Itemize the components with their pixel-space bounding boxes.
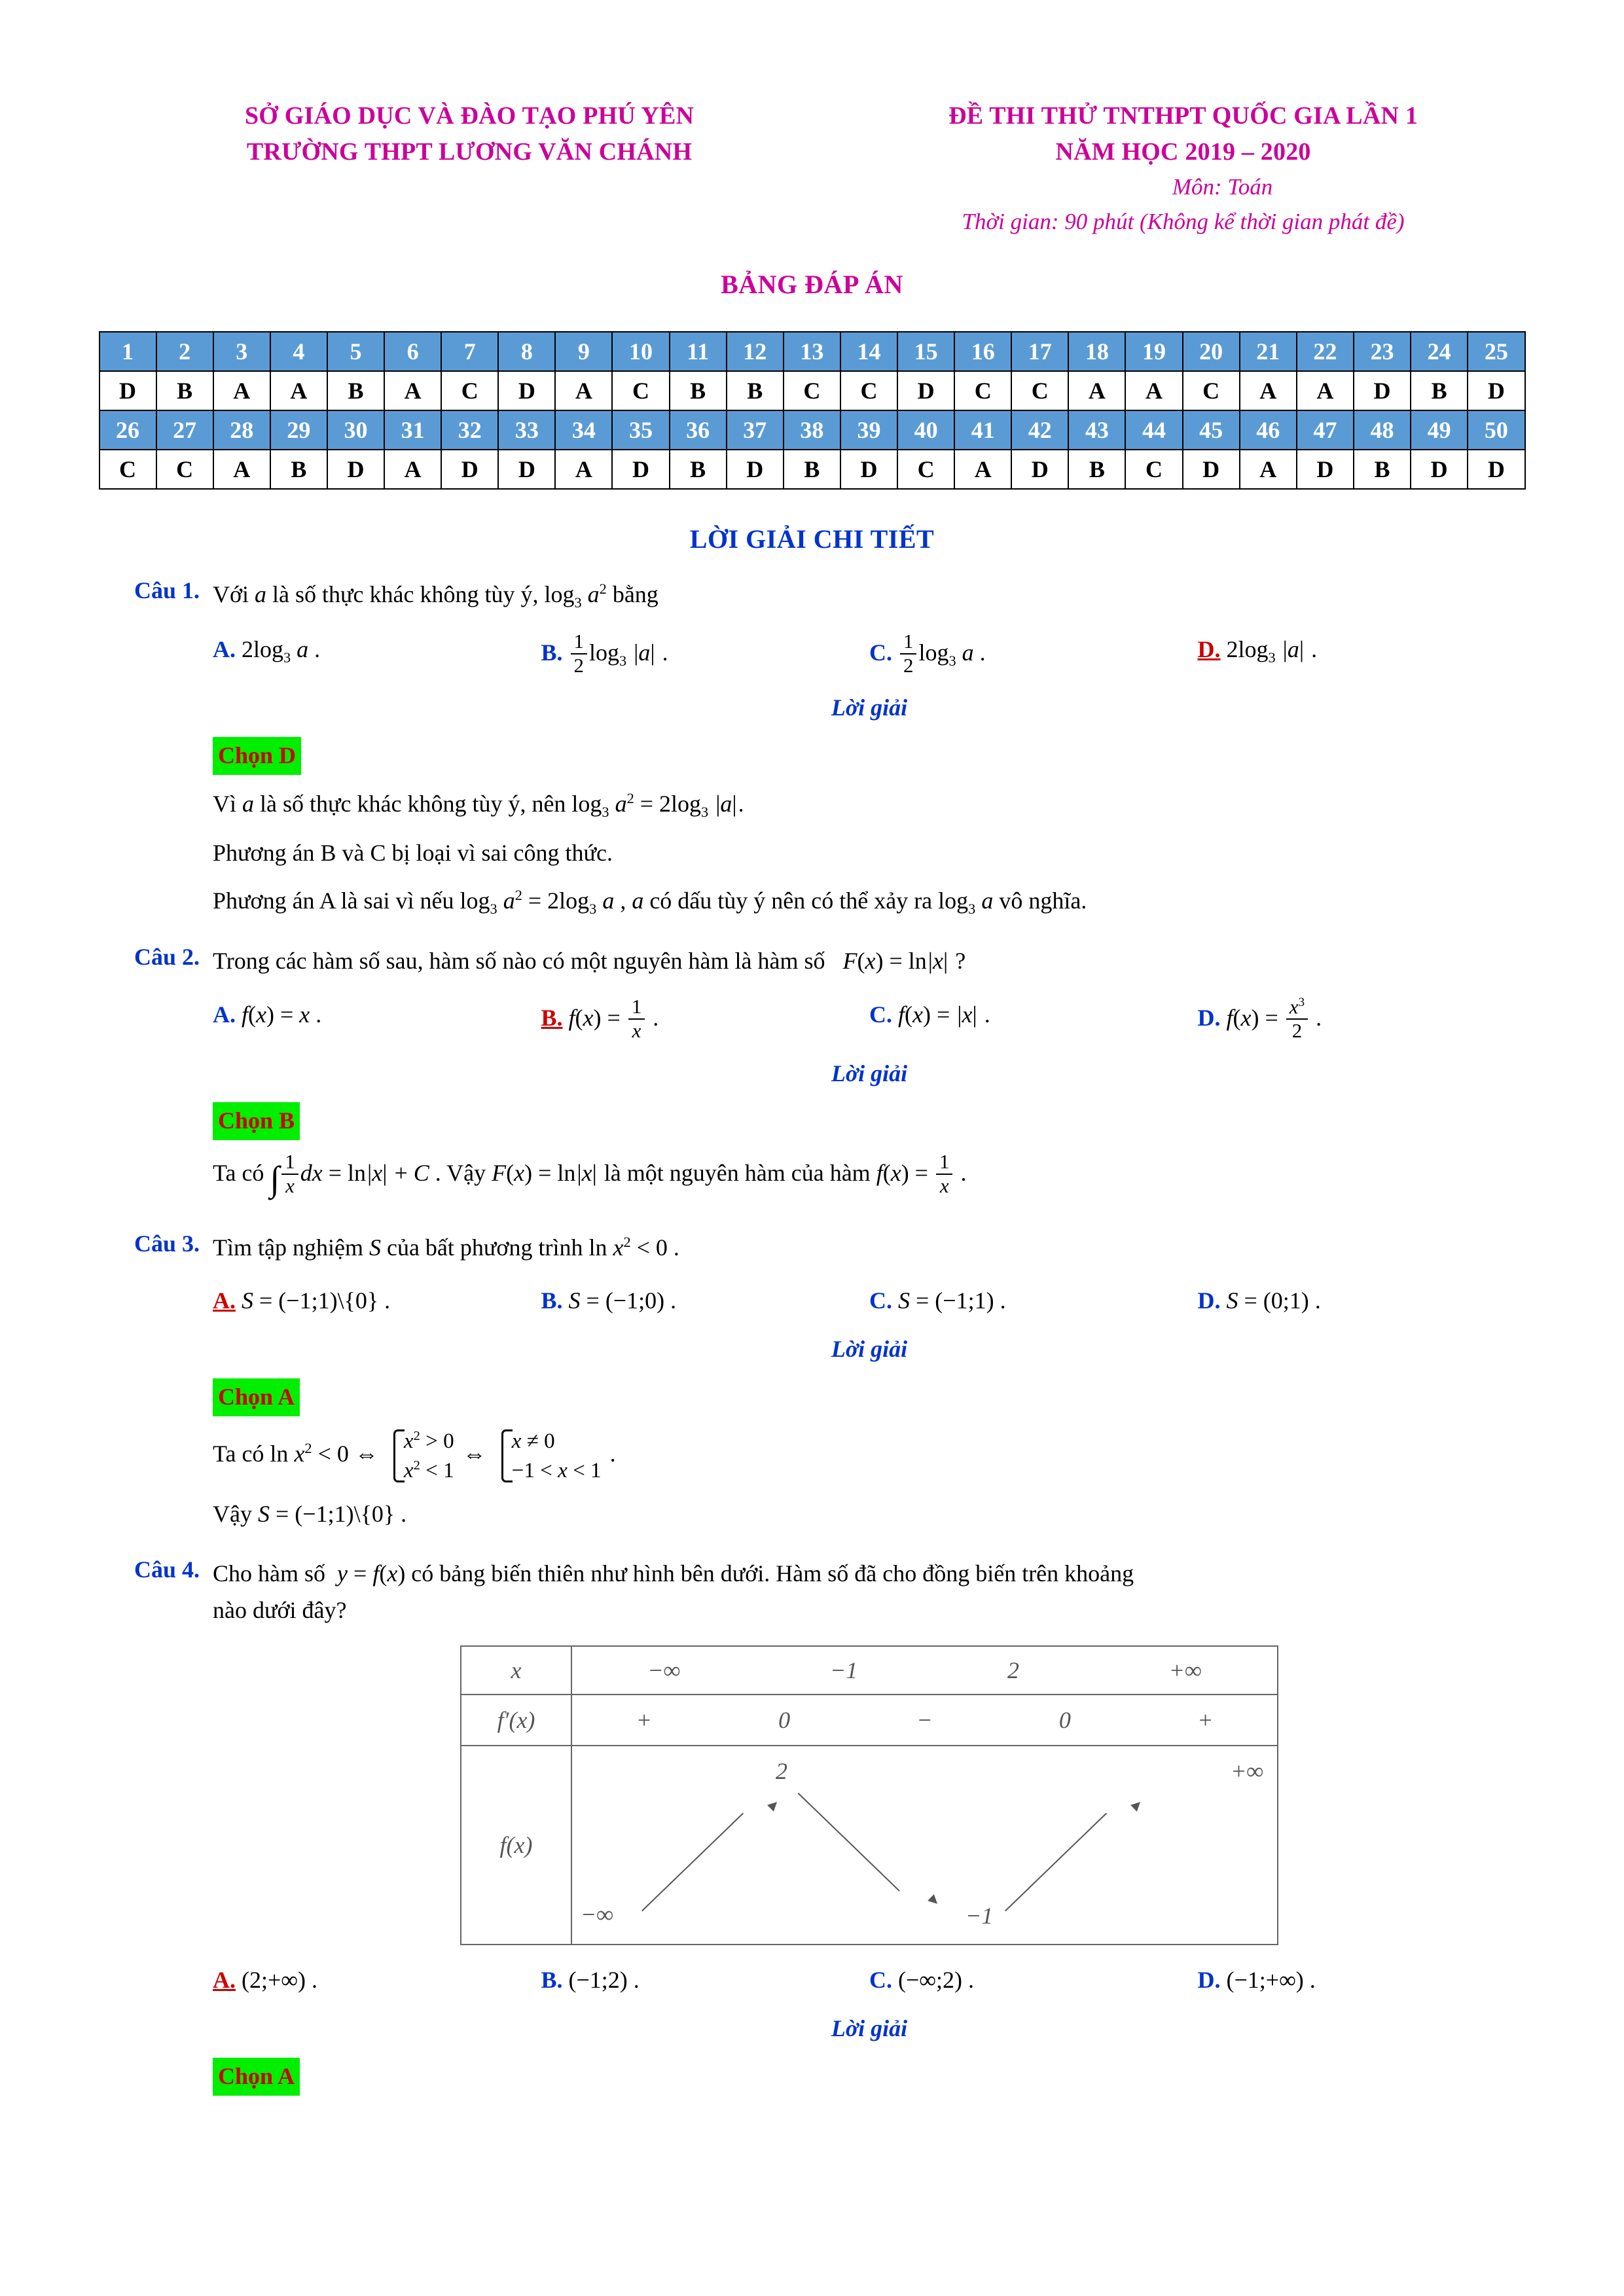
subject-line: Môn: Toán	[1172, 174, 1273, 200]
option-d-text: S = (0;1) .	[1226, 1287, 1321, 1314]
cell: 10	[612, 332, 669, 371]
cell: 36	[670, 410, 727, 450]
sign-3: 0	[1058, 1706, 1071, 1733]
option-b[interactable]	[541, 997, 870, 1044]
cell: 20	[1183, 332, 1240, 371]
exam-title: ĐỀ THI THỬ TNTHPT QUỐC GIA LẦN 1	[948, 102, 1418, 130]
option-d-letter: D.	[1197, 636, 1221, 662]
chon-prefix: Chọn	[218, 1107, 274, 1134]
option-d[interactable]	[1198, 632, 1526, 678]
f-val-plus-inf: +∞	[1231, 1758, 1263, 1785]
cell: 44	[1125, 410, 1182, 450]
row-label-f: f(x)	[461, 1746, 571, 1945]
option-b[interactable]	[541, 1283, 870, 1319]
cell: B	[1068, 450, 1125, 489]
option-c-text: f(x) = |x| .	[898, 1001, 990, 1028]
x-val-3: +∞	[1168, 1657, 1202, 1683]
cell: D	[1354, 371, 1411, 410]
row-label-fprime: f′(x)	[461, 1695, 571, 1746]
cell: 43	[1068, 410, 1125, 450]
loigiai-label-1: Lời giải	[831, 694, 908, 721]
table-row-numbers-2	[99, 410, 1525, 450]
option-c[interactable]	[869, 629, 1198, 678]
cell: A	[270, 371, 327, 410]
question-3-options	[213, 1283, 1526, 1319]
school-department: SỞ GIÁO DỤC VÀ ĐÀO TẠO PHÚ YÊN	[244, 102, 695, 130]
loigiai-label-4: Lời giải	[831, 2015, 908, 2042]
cell: C	[840, 371, 897, 410]
option-c-text: (−∞;2) .	[898, 1967, 974, 1994]
cell: D	[327, 450, 384, 489]
cell: C	[954, 371, 1011, 410]
cell: 24	[1411, 332, 1468, 371]
chosen-answer-3	[213, 1378, 300, 1416]
cell: A	[555, 450, 612, 489]
solution-line-1b: Phương án B và C bị loại vì sai công thức.	[213, 839, 613, 866]
cell: 3	[213, 332, 270, 371]
question-4-stem-line1: Cho hàm số y = f(x) có bảng biến thiên như hình bên dưới. Hàm số đã cho đồng biến trên khoảng	[213, 1560, 1134, 1587]
option-b-text: S = (−1;0) .	[568, 1287, 677, 1314]
stem-variable: a	[255, 581, 267, 608]
question-2-options	[213, 997, 1526, 1044]
chon-letter: B	[279, 1107, 295, 1134]
stem-tail: bằng	[612, 581, 659, 608]
x-val-1: −1	[830, 1657, 858, 1683]
cell: 18	[1068, 332, 1125, 371]
header-left	[98, 98, 840, 239]
cell: 22	[1297, 332, 1354, 371]
x-val-0: −∞	[647, 1657, 681, 1683]
option-d-letter: D.	[1197, 1287, 1221, 1314]
arrow-head-down	[928, 1895, 941, 1908]
solution-line-3b: Vậy S = (−1;1)\{0} .	[213, 1501, 407, 1528]
option-a[interactable]	[213, 997, 541, 1044]
cell: B	[156, 371, 213, 410]
cell: 5	[327, 332, 384, 371]
cell: B	[727, 371, 784, 410]
option-d-letter: D.	[1197, 1005, 1221, 1031]
cell: 50	[1468, 410, 1525, 450]
cell: C	[897, 450, 954, 489]
cell: A	[555, 371, 612, 410]
cell: A	[384, 371, 441, 410]
option-a[interactable]	[213, 1283, 541, 1319]
question-3	[98, 1230, 1526, 1534]
option-b-letter: B.	[541, 1967, 563, 1994]
cell: A	[384, 450, 441, 489]
system-brace-2: x ≠ 0 −1 < x < 1	[495, 1427, 602, 1485]
cell: A	[213, 371, 270, 410]
cell: 1	[99, 332, 156, 371]
question-2	[98, 943, 1526, 1207]
cell: D	[1297, 450, 1354, 489]
chon-letter: A	[278, 1384, 295, 1410]
option-b-letter: B.	[541, 1004, 563, 1031]
table-row-numbers-1	[99, 332, 1525, 371]
cell: B	[270, 450, 327, 489]
option-d-text: $2\log_3$ |a| .	[1226, 636, 1318, 666]
question-1-body	[213, 577, 1526, 921]
question-3-body	[213, 1230, 1526, 1534]
f-val-2: 2	[776, 1758, 787, 1785]
chon-prefix: Chọn	[218, 2063, 274, 2090]
option-b[interactable]	[541, 629, 870, 678]
school-name: TRƯỜNG THPT LƯƠNG VĂN CHÁNH	[246, 138, 693, 166]
cell: 41	[954, 410, 1011, 450]
loigiai-label-2: Lời giải	[831, 1060, 908, 1086]
solution-line-1a: Vì a là số thực khác không tùy ý, nên $\log_3 a^2 = 2\log_3$ |a|.	[213, 789, 744, 821]
cell: 32	[441, 410, 498, 450]
cell: 21	[1240, 332, 1297, 371]
cell: 35	[612, 410, 669, 450]
cell: A	[1240, 450, 1297, 489]
chosen-answer-4	[213, 2058, 300, 2096]
question-4-options	[213, 1962, 1526, 1999]
stem-prefix: Với	[213, 581, 249, 608]
question-2-stem: Trong các hàm số sau, hàm số nào có một nguyên hàm là hàm số F(x) = ln|x| ?	[213, 948, 966, 975]
option-a-text: $2\log_3$ a .	[242, 636, 321, 666]
option-a-text: (2;+∞) .	[242, 1967, 317, 1994]
cell: 19	[1125, 332, 1182, 371]
cell: B	[1411, 371, 1468, 410]
variation-table	[460, 1645, 1278, 1945]
row-label-x: x	[461, 1646, 571, 1695]
cell: D	[1468, 450, 1525, 489]
option-b[interactable]	[541, 1962, 870, 1999]
cell: 9	[555, 332, 612, 371]
variation-x-values	[571, 1646, 1278, 1695]
cell: D	[1183, 450, 1240, 489]
cell: 30	[327, 410, 384, 450]
cell: 39	[840, 410, 897, 450]
cell: C	[441, 371, 498, 410]
cell: 12	[727, 332, 784, 371]
arrow-head-up-2	[1130, 1799, 1144, 1812]
cell: C	[99, 450, 156, 489]
cell: B	[784, 450, 840, 489]
cell: 37	[727, 410, 784, 450]
cell: D	[441, 450, 498, 489]
arrow-line-up-2	[1005, 1813, 1107, 1912]
header-right	[840, 98, 1526, 239]
question-2-body	[213, 943, 1526, 1207]
cell: D	[99, 371, 156, 410]
arrow-line-up-1	[641, 1813, 744, 1912]
cell: 13	[784, 332, 840, 371]
variation-row-x	[461, 1646, 1278, 1695]
cell: 42	[1011, 410, 1068, 450]
cell: 7	[441, 332, 498, 371]
loigiai-label-3: Lời giải	[831, 1336, 908, 1363]
cell: C	[612, 371, 669, 410]
school-year: NĂM HỌC 2019 – 2020	[1055, 138, 1311, 166]
question-4-body	[213, 1556, 1526, 2096]
option-d[interactable]	[1198, 1962, 1526, 1999]
cell: 45	[1183, 410, 1240, 450]
cell: 17	[1011, 332, 1068, 371]
answer-key-title: BẢNG ĐÁP ÁN	[721, 270, 903, 300]
option-c-letter: C.	[869, 1287, 892, 1314]
sign-0: +	[636, 1706, 652, 1733]
question-4-label: Câu 4.	[134, 1556, 200, 1583]
cell: C	[1125, 450, 1182, 489]
question-1-label: Câu 1.	[134, 577, 200, 604]
variation-curve-cell	[571, 1746, 1278, 1945]
option-c-text: S = (−1;1) .	[898, 1287, 1006, 1314]
option-b-text: (−1;2) .	[568, 1967, 640, 1994]
option-a-letter: A.	[213, 1967, 236, 1994]
chon-letter: A	[278, 2063, 295, 2090]
solution-line-3a: Ta có $\ln x^2 < 0$ ⇔ $x^2 > 0$ $x^2 < 1$ ⇔ x ≠ 0 −1 < x < 1 .	[213, 1427, 1526, 1485]
question-4-stem-line2: nào dưới đây?	[213, 1596, 347, 1623]
question-1	[98, 577, 1526, 921]
cell: A	[1297, 371, 1354, 410]
cell: 46	[1240, 410, 1297, 450]
cell: B	[327, 371, 384, 410]
option-c-text: $\frac{1}{2}$ $\log_3 a$ .	[898, 639, 986, 666]
option-d-text: f(x) = $\frac{x^3}{2}$ .	[1226, 995, 1322, 1042]
chosen-answer-1	[213, 737, 301, 775]
cell: 26	[99, 410, 156, 450]
variation-sign-values	[571, 1695, 1278, 1746]
option-a-letter: A.	[213, 1287, 236, 1314]
cell: A	[954, 450, 1011, 489]
variation-row-fprime	[461, 1695, 1278, 1746]
question-1-options	[213, 629, 1526, 678]
cell: 27	[156, 410, 213, 450]
table-row-answers-2	[99, 450, 1525, 489]
option-a-letter: A.	[213, 636, 236, 662]
cell: 16	[954, 332, 1011, 371]
cell: C	[784, 371, 840, 410]
cell: 38	[784, 410, 840, 450]
solution-line-2: Ta có ∫ $\frac{1}{x}$ dx = ln|x| + C . Vậy F(x) = ln|x| là một nguyên hàm của hàm f(x) = $\frac{1}{x}$ .	[213, 1150, 967, 1199]
cell: 23	[1354, 332, 1411, 371]
x-val-2: 2	[1007, 1657, 1019, 1683]
cell: 33	[498, 410, 555, 450]
option-d-letter: D.	[1197, 1967, 1221, 1994]
option-d[interactable]	[1198, 997, 1526, 1044]
option-a-text: S = (−1;1)\{0} .	[242, 1287, 391, 1314]
cell: 34	[555, 410, 612, 450]
option-b-letter: B.	[541, 1287, 563, 1314]
cell: 25	[1468, 332, 1525, 371]
cell: B	[670, 450, 727, 489]
cell: 11	[670, 332, 727, 371]
cell: 48	[1354, 410, 1411, 450]
cell: B	[670, 371, 727, 410]
option-c[interactable]	[869, 1962, 1198, 1999]
variation-curve	[573, 1747, 1276, 1943]
cell: C	[1011, 371, 1068, 410]
answer-key-table	[99, 331, 1526, 490]
chon-prefix: Chọn	[218, 1384, 274, 1410]
chon-prefix: Chọn	[218, 742, 274, 769]
f-val-minus-inf: −∞	[581, 1901, 613, 1928]
time-line: Thời gian: 90 phút (Không kể thời gian phát đề)	[962, 208, 1405, 234]
option-b-letter: B.	[541, 639, 563, 666]
arrow-line-down	[798, 1793, 900, 1892]
option-c-letter: C.	[869, 639, 892, 666]
cell: D	[1468, 371, 1525, 410]
option-c-letter: C.	[869, 1967, 892, 1994]
cell: 14	[840, 332, 897, 371]
question-3-label: Câu 3.	[134, 1230, 200, 1257]
table-row-answers-1	[99, 371, 1525, 410]
option-b-text: f(x) = $\frac{1}{x}$ .	[568, 995, 659, 1042]
cell: D	[897, 371, 954, 410]
stem-expression: $\log_3 a^2$	[544, 581, 607, 611]
cell: D	[727, 450, 784, 489]
f-val-minus-1: −1	[965, 1902, 994, 1929]
system-brace-1: $x^2 > 0$ $x^2 < 1$	[387, 1427, 454, 1485]
option-d-text: (−1;+∞) .	[1226, 1967, 1316, 1994]
arrow-head-up-1	[767, 1799, 780, 1812]
option-a[interactable]	[213, 632, 541, 678]
sign-2: −	[916, 1706, 933, 1733]
cell: 40	[897, 410, 954, 450]
cell: B	[1354, 450, 1411, 489]
cell: C	[156, 450, 213, 489]
cell: A	[213, 450, 270, 489]
option-c-letter: C.	[869, 1001, 892, 1028]
solution-section-title: LỜI GIẢI CHI TIẾT	[689, 524, 935, 554]
question-4	[98, 1556, 1526, 2096]
stem-rest: là số thực khác không tùy ý,	[272, 581, 539, 608]
cell: 4	[270, 332, 327, 371]
cell: 28	[213, 410, 270, 450]
variation-row-f	[461, 1746, 1278, 1945]
cell: D	[498, 371, 555, 410]
cell: A	[1240, 371, 1297, 410]
option-d[interactable]	[1198, 1283, 1526, 1319]
cell: A	[1125, 371, 1182, 410]
cell: C	[1183, 371, 1240, 410]
cell: 29	[270, 410, 327, 450]
sign-4: +	[1197, 1706, 1214, 1733]
cell: A	[1068, 371, 1125, 410]
document-header	[98, 98, 1526, 239]
option-c[interactable]	[869, 1283, 1198, 1319]
option-a-letter: A.	[213, 1001, 236, 1028]
cell: D	[1011, 450, 1068, 489]
cell: 6	[384, 332, 441, 371]
option-b-text: $\frac{1}{2}$ $\log_3 |a|$ .	[569, 639, 668, 666]
cell: 49	[1411, 410, 1468, 450]
option-a[interactable]	[213, 1962, 541, 1999]
option-a-text: f(x) = x .	[242, 1001, 322, 1028]
cell: 47	[1297, 410, 1354, 450]
chon-letter: D	[279, 742, 297, 769]
cell: 15	[897, 332, 954, 371]
sign-1: 0	[778, 1706, 791, 1733]
solution-line-1c: Phương án A là sai vì nếu $\log_3 a^2 = 2\log_3$ a , a có dấu tùy ý nên có thể xảy ra $\log_3 a$ vô nghĩa.	[213, 887, 1087, 918]
cell: 8	[498, 332, 555, 371]
cell: D	[1411, 450, 1468, 489]
cell: 31	[384, 410, 441, 450]
question-3-stem: Tìm tập nghiệm S của bất phương trình $\ln x^2 < 0$ .	[213, 1233, 679, 1261]
cell: 2	[156, 332, 213, 371]
cell: D	[498, 450, 555, 489]
option-c[interactable]	[869, 997, 1198, 1044]
chosen-answer-2	[213, 1102, 300, 1140]
question-1-stem	[213, 577, 1526, 615]
cell: D	[612, 450, 669, 489]
cell: D	[840, 450, 897, 489]
question-2-label: Câu 2.	[134, 944, 200, 971]
variation-table-figure	[213, 1645, 1526, 1945]
